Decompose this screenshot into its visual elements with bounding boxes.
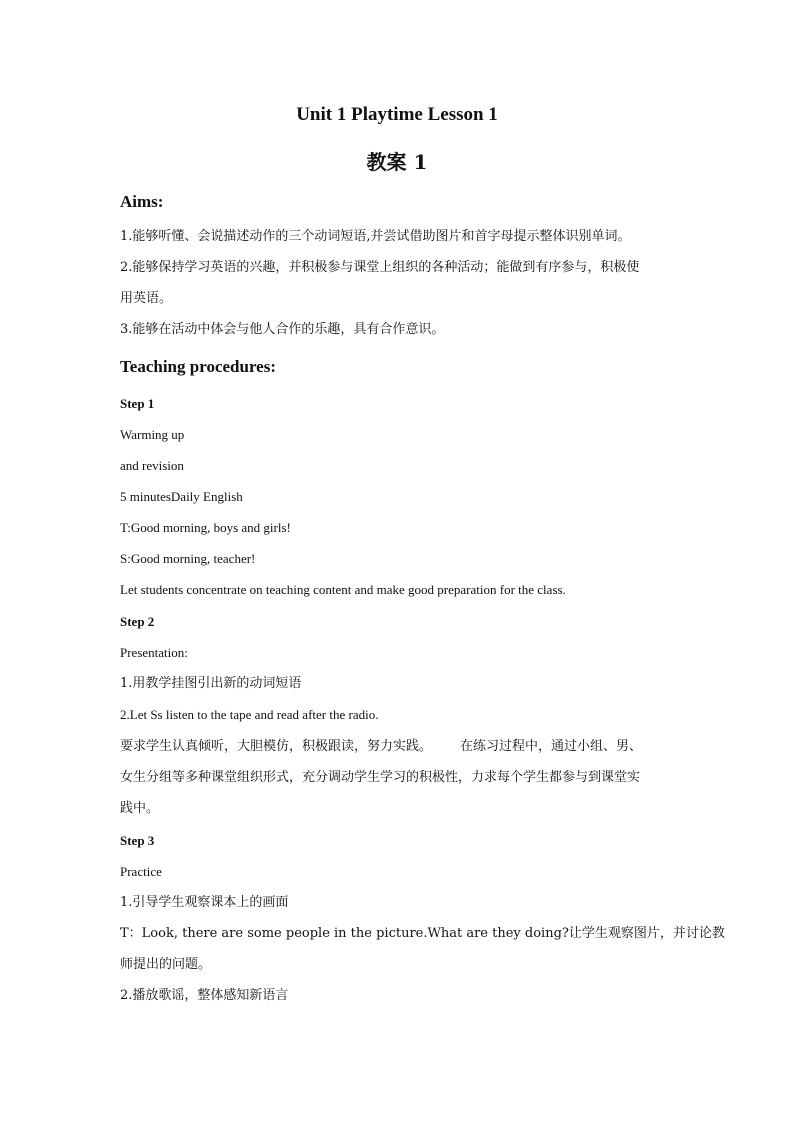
step-2-line: 女生分组等多种课堂组织形式，充分调动学生学习的积极性，力求每个学生都参与到课堂实	[120, 770, 641, 785]
step-1-line: and revision	[120, 458, 184, 473]
aims-heading: Aims:	[120, 192, 164, 211]
step-2-line: Presentation:	[120, 645, 188, 660]
step-1-line: 5 minutesDaily English	[120, 489, 243, 504]
step-2-line: 2.Let Ss listen to the tape and read after the radio.	[120, 707, 379, 722]
step-2-line: 践中。	[120, 801, 160, 816]
step-2-label: Step 2	[120, 614, 155, 629]
step-1-line: Let students concentrate on teaching content and make good preparation for the class.	[120, 582, 566, 597]
document-subtitle: 教案 1	[366, 150, 428, 174]
step-2-line-part: 要求学生认真倾听，大胆模仿，积极跟读，努力实践。	[120, 739, 433, 754]
procedures-heading: Teaching procedures:	[120, 357, 277, 376]
aim-item-3: 3.能够在活动中体会与他人合作的乐趣，具有合作意识。	[120, 322, 445, 337]
aim-item-2-line-1: 2.能够保持学习英语的兴趣，并积极参与课堂上组织的各种活动；能做到有序参与，积极使	[120, 260, 640, 275]
step-3-line: Practice	[120, 864, 162, 879]
step-3-line: 1.引导学生观察课本上的画面	[120, 895, 289, 910]
aim-item-1: 1.能够听懂、会说描述动作的三个动词短语,并尝试借助图片和首字母提示整体识别单词。	[120, 229, 631, 244]
step-1-line: T:Good morning, boys and girls!	[120, 520, 291, 535]
step-1-label: Step 1	[120, 396, 155, 411]
step-3-line: T：Look, there are some people in the picture.What are they doing?让学生观察图片，并讨论教	[120, 926, 725, 941]
step-3-label: Step 3	[120, 833, 155, 848]
step-2-line	[120, 739, 680, 755]
step-2-line-part: 在练习过程中，通过小组、男、	[460, 739, 643, 754]
step-1-line: Warming up	[120, 427, 185, 442]
document-title: Unit 1 Playtime Lesson 1	[296, 104, 498, 125]
step-3-line: 2.播放歌谣，整体感知新语言	[120, 988, 289, 1003]
aim-item-2-line-2: 用英语。	[120, 291, 173, 306]
step-2-line: 1.用教学挂图引出新的动词短语	[120, 676, 302, 691]
step-1-line: S:Good morning, teacher!	[120, 551, 256, 566]
step-3-line: 师提出的问题。	[120, 957, 212, 972]
